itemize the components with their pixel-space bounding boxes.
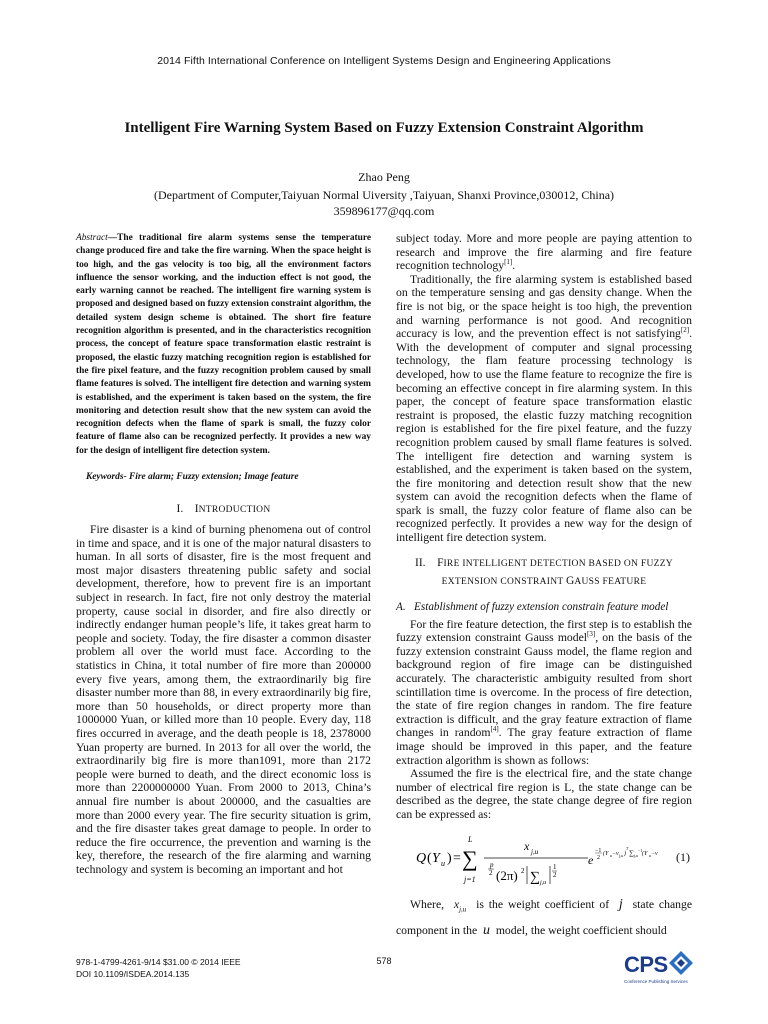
- heading-rest: IRE INTELLIGENT DETECTION BASED ON FUZZY: [443, 558, 673, 569]
- svg-text:j,u: j,u: [540, 879, 547, 886]
- cps-diamond-icon: [668, 950, 694, 978]
- svg-text:e: e: [588, 852, 594, 867]
- para-end: .: [512, 259, 516, 273]
- section-title-rest: NTRODUCTION: [198, 505, 271, 516]
- section-heading-line-2: [396, 573, 692, 591]
- svg-text:−ν: −ν: [651, 850, 658, 857]
- abstract-text: The traditional fire alarm systems sense the temperature change produced fire and take the fire warning. When the space height is too high, and the gas velocity is too big, all the environment factors influence the sensor working, and the induction effect is not good, the early warning cannot be reached. The intelligent fire warning system is proposed and designed based on fuzzy extension constraint algorithm, the detailed system design scheme is obtained. The short fire feature recognition algorithm is presented, and in the characteristics recognition process, the concept of feature space transformation elastic restraint is proposed, the elastic fuzzy matching recognition region is established for the fire pixel feature, and the fuzzy recognition problem caused by small flame features is solved. The intelligent fire detection and warning system is established, and the experiment is taken based on the system, the fire monitoring and detection result show that the new system can avoid the recognition defects when the flame of spark is small, the fuzzy color feature of flame also can be recognized perfectly. It provides a new way for the design of intelligent fire detection system.: [76, 233, 371, 456]
- section2-paragraph-2: Assumed the fire is the electrical fire, and the state change number of electrical fire region is L, the state change can be described as the degree, the state change degree of fire region can be expressed as:: [396, 767, 692, 821]
- section-heading-line-1: [396, 555, 692, 573]
- svg-text:2: 2: [521, 866, 525, 875]
- svg-text:): ): [624, 850, 626, 857]
- symbol-u: u: [483, 922, 490, 938]
- svg-text:(Y: (Y: [642, 850, 648, 857]
- author-affiliation: (Department of Computer,Taiyuan Normal Uiversity ,Taiyuan, Shanxi Province,030012, China): [153, 188, 615, 202]
- svg-text:∑: ∑: [629, 848, 634, 857]
- svg-text:u: u: [649, 852, 651, 858]
- para-text: , on the basis of the fuzzy extension constraint Gauss model, the flame region and background region of fire image can be distinguished accurately. The characteristic ambiguity resulted from short scintillation time is overcome. In the process of fire detection, the state of fire region changes in random. The fire feature extraction is difficult, and the gray feature extraction of flame changes in random: [396, 631, 692, 740]
- section-title-first: I: [194, 503, 199, 516]
- doi-line[interactable]: DOI 10.1109/ISDEA.2014.135: [76, 969, 190, 979]
- keywords: Keywords- Fire alarm; Fuzzy extension; Image feature: [86, 472, 299, 483]
- heading-first-letter: F: [437, 556, 444, 569]
- equation-1-formula: [416, 826, 656, 892]
- svg-text:2: 2: [597, 854, 600, 861]
- heading-capital: G: [566, 574, 575, 587]
- section-heading-introduction: [76, 502, 371, 517]
- citation-1[interactable]: [1]: [504, 258, 513, 267]
- svg-text:p: p: [490, 860, 494, 869]
- heading-text: AUSS FEATURE: [574, 576, 647, 587]
- svg-text:j,u: j,u: [619, 852, 624, 858]
- svg-text:∑: ∑: [530, 869, 540, 885]
- abstract-dash: —: [107, 233, 118, 243]
- cps-logo: [624, 950, 696, 990]
- svg-text:1: 1: [553, 862, 557, 871]
- para-text: For the fire feature detection, the first step is to establish the fuzzy extension constraint Gauss model: [396, 617, 692, 645]
- svg-text:j,u: j,u: [531, 847, 539, 856]
- cps-logo-tagline: Conference Publishing Services: [624, 979, 688, 984]
- symbol-j: j: [618, 896, 623, 912]
- paper-title: Intelligent Fire Warning System Based on Fuzzy Extension Constraint Algorithm: [124, 120, 644, 136]
- subsection-heading-a: [396, 599, 692, 616]
- cps-logo-text: CPS: [624, 952, 668, 977]
- conference-header: 2014 Fifth International Conference on Intelligent Systems Design and Engineering Applications: [157, 55, 611, 67]
- intro-paragraph-2: [396, 273, 692, 545]
- abstract-label: Abstract: [76, 233, 108, 243]
- subsection-number: A.: [396, 600, 406, 613]
- svg-text:(Y: (Y: [603, 850, 609, 857]
- svg-text:Q: Q: [416, 850, 427, 866]
- left-column: [76, 232, 371, 876]
- svg-text:j,u: j,u: [634, 852, 639, 858]
- subsection-title: Establishment of fuzzy extension constrain feature model: [414, 600, 669, 613]
- svg-text:j=1: j=1: [464, 874, 476, 884]
- svg-text:−1: −1: [595, 847, 602, 854]
- para-text: is the weight coefficient of: [476, 897, 610, 911]
- svg-text:): ): [447, 850, 452, 866]
- section-number: II.: [415, 556, 426, 569]
- intro-paragraph-1-cont: [396, 232, 692, 273]
- svg-text:T: T: [626, 845, 629, 851]
- equation-1: [396, 826, 692, 892]
- para-text: model, the weight coefficient should: [495, 923, 667, 937]
- right-column: [396, 232, 692, 942]
- svg-text:(2π): (2π): [496, 867, 518, 883]
- svg-text:u: u: [610, 852, 612, 858]
- section2-paragraph-1: [396, 618, 692, 768]
- author-email[interactable]: 359896177@qq.com: [333, 204, 435, 218]
- svg-text:2: 2: [489, 868, 493, 877]
- section2-paragraph-3: [396, 894, 692, 942]
- svg-text:=: =: [453, 850, 461, 866]
- para-text: state change component in the: [396, 897, 693, 937]
- isbn-line: 978-1-4799-4261-9/14 $31.00 © 2014 IEEE: [76, 957, 241, 967]
- svg-text:−ν: −ν: [612, 850, 619, 857]
- citation-2[interactable]: [2]: [680, 326, 690, 335]
- svg-text:x: x: [524, 838, 530, 853]
- symbol-x-ju: $x_{j,u}$: [453, 897, 467, 913]
- para-text: subject today. More and more people are paying attention to research and improve the fire alarming and fire feature recognition technology: [396, 232, 692, 273]
- intro-paragraph-1: Fire disaster is a kind of burning phenomena out of control in time and space, and it is one of the major natural disasters to human. In all sorts of disaster, fire is the most frequent and most major disasters threatening public safety and social development, therefore, how to prevent fire is an important subject in research. In fact, fire not only destroy the material property, cause social in disorder, and fire also directly or indirectly endanger human people’s life, it takes great harm to people and society. Today, the fire disaster a common disaster problem all over the world must face. According to the statistics in China, it total number of fire more than 200000 every five years, among them, the extraordinarily big fire disaster number more than 88, in every extraordinarily big fire, more than 50 households, or direct property more than 1000000 Yuan, or killed more than 10 people. Every day, 118 fires occurred in average, and the death people is 18, 2378000 Yuan property are burned. In 2013 for all over the world, the extraordinarily big fire is more than1091, more than 2172 people were burned to death, and the direct economic loss is more than 2200000000 Yuan. From 2000 to 2013, China’s annual fire number is about 200000, and the casualties are more than 2000 every year. The fire security situation is grim, and the fire disaster takes great damage to people. In order to reduce the fire occurrence, the prevention and warning is the key, therefore, the research of the fire alarming and warning technology and system is becoming an important and hot: [76, 523, 372, 876]
- author-name: Zhao Peng: [358, 170, 410, 184]
- para-text: . The gray feature extraction of flame image should be improved in this paper, and the feature extraction algorithm is shown as follows:: [396, 726, 693, 767]
- para-text: . With the development of computer and signal processing technology, the flam feature processing technology is developed, how to use the flame feature to recognize the fire is becoming an effective concept in fire alarming system. In this paper, the concept of feature space transformation elastic restraint is proposed, the elastic fuzzy matching recognition region is established for the fire pixel feature, and the fuzzy recognition problem caused by small flame features is solved. The intelligent fire detection and warning system is established, and the experiment is taken based on the system, the fire monitoring and detection result show that the new system can avoid the recognition defects when the flame of spark is small, the fuzzy color feature of flame also can be recognized perfectly. It provides a new way for the design of intelligent fire detection system.: [396, 327, 692, 545]
- page-number: 578: [376, 956, 392, 966]
- svg-text:2: 2: [553, 870, 557, 879]
- abstract: [76, 232, 371, 458]
- citation-4[interactable]: [4]: [490, 725, 499, 734]
- heading-text: EXTENSION CONSTRAINT: [441, 576, 567, 587]
- section-heading-fire-detection: [396, 555, 692, 591]
- svg-text:∑: ∑: [462, 845, 478, 871]
- equation-number: (1): [676, 849, 690, 864]
- svg-text:L: L: [468, 834, 473, 844]
- svg-text:Y: Y: [432, 850, 440, 866]
- svg-text:(: (: [427, 850, 432, 866]
- para-text: Where,: [410, 897, 445, 911]
- section-number: I.: [176, 503, 184, 516]
- para-text: Traditionally, the fire alarming system is established based on the temperature sensing and gas density change. When the fire is not big, or the space height is too high, the prevention and warning performance is not good. And recognition accuracy is low, and the prevention effect is not satisfying: [396, 272, 692, 341]
- svg-text:−1: −1: [638, 847, 643, 853]
- citation-3[interactable]: [3]: [587, 630, 596, 639]
- svg-text:u: u: [441, 858, 445, 868]
